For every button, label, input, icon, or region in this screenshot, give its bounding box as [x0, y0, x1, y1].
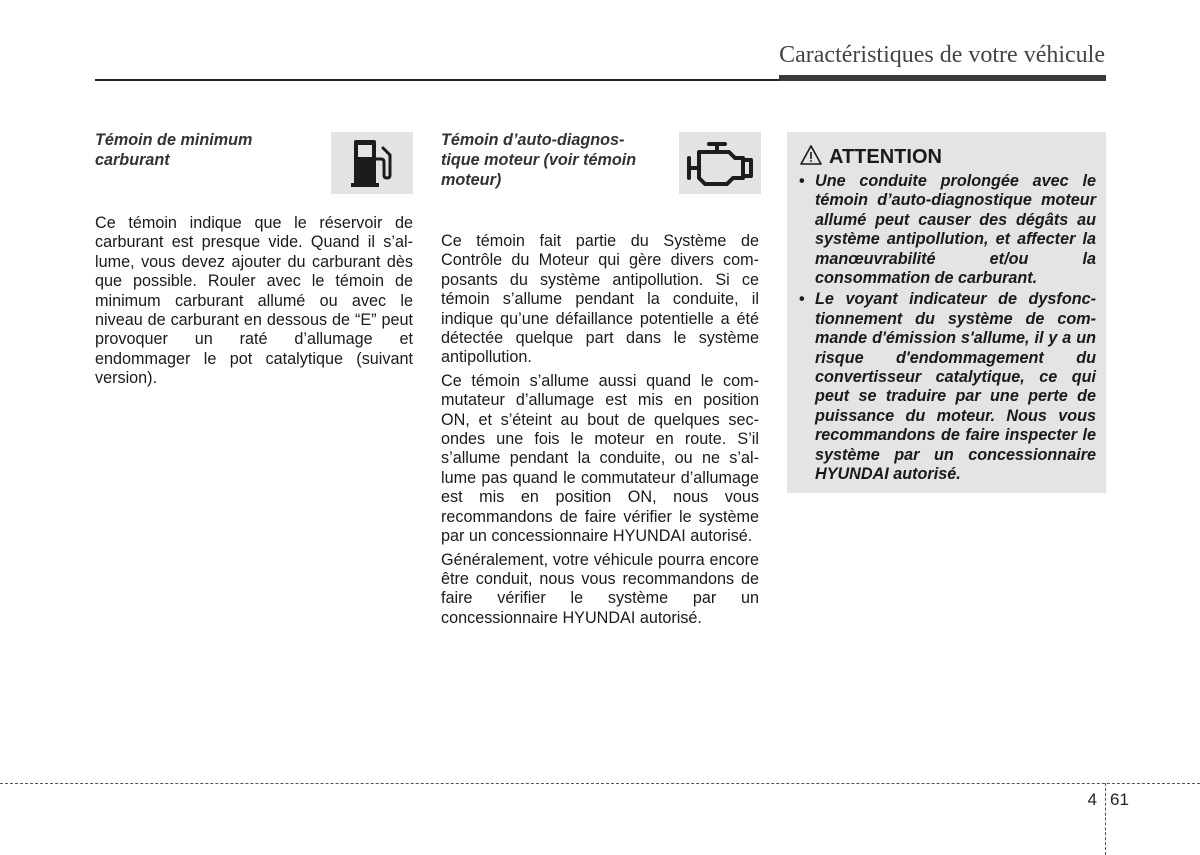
header-rule-accent [779, 75, 1106, 81]
page-number: 61 [1110, 790, 1129, 809]
page-header-title: Caractéristiques de votre véhicule [779, 42, 1105, 68]
footer-divider [0, 783, 1200, 784]
attention-list [799, 172, 1096, 485]
footer-page-divider [1105, 783, 1106, 855]
chapter-number: 4 [1087, 790, 1097, 809]
engine-warning-paragraph-2: Ce témoin s’allume aussi quand le commutateur d’allumage est mis en position ON, et s’éteint au bout de quelques secondes une fois le moteur en route. S’il s’allume pendant la conduite, ou ne s’allume pas quand le commutateur d’allumage est mis en position ON, nous vous recommandons de faire vérifier le système par un concessionnaire HYUNDAI autorisé. [441, 371, 759, 546]
warning-triangle-icon [799, 144, 823, 171]
check-engine-icon [679, 132, 761, 194]
attention-title: ATTENTION [829, 145, 942, 168]
attention-item: • Le voyant indicateur de dysfonctionnement du système de commande d'émission s'allume, il y a un risque d'endommagement du convertisseur catalytique, ce qui peut se traduire par une perte de puissance du moteur. Nous vous recommandons de faire inspecter le système par un concessionnaire HYUNDAI autorisé. [799, 290, 1096, 484]
fuel-warning-title: Témoin de minimum carburant [95, 131, 253, 169]
engine-warning-title: Témoin d’auto-diagnos- tique moteur (voir témoin moteur) [441, 131, 637, 189]
header-rule [95, 79, 779, 81]
engine-warning-paragraph-1: Ce témoin fait partie du Système de Contrôle du Moteur qui gère divers composants du système antipollution. Si ce témoin s’allume pendant la conduite, il indique qu’une défaillance potentielle a été détectée quelque part dans le système antipollution. [441, 232, 759, 367]
engine-warning-paragraph-3: Généralement, votre véhicule pourra encore être conduit, nous vous recommandons de faire vérifier le système par un concessionnaire HYUNDAI autorisé. [441, 550, 759, 627]
attention-box [787, 132, 1106, 493]
fuel-warning-paragraph: Ce témoin indique que le réservoir de carburant est presque vide. Quand il s’allume, vous devez ajouter du carburant dès que possible. Rouler avec le témoin de minimum carburant allumé ou avec le niveau de carburant en dessous de “E” peut provoquer un raté d’allumage et endommager le pot catalytique (suivant version). [95, 214, 413, 388]
fuel-pump-icon [331, 132, 413, 194]
engine-warning-section [441, 130, 759, 632]
attention-item: • Une conduite prolongée avec le témoin d’auto-diagnostique moteur allumé peut causer des dégâts au système antipollution, et affecter la manœuvrabilité et/ou la consommation de carburant. [799, 172, 1096, 288]
fuel-warning-section [95, 130, 413, 393]
